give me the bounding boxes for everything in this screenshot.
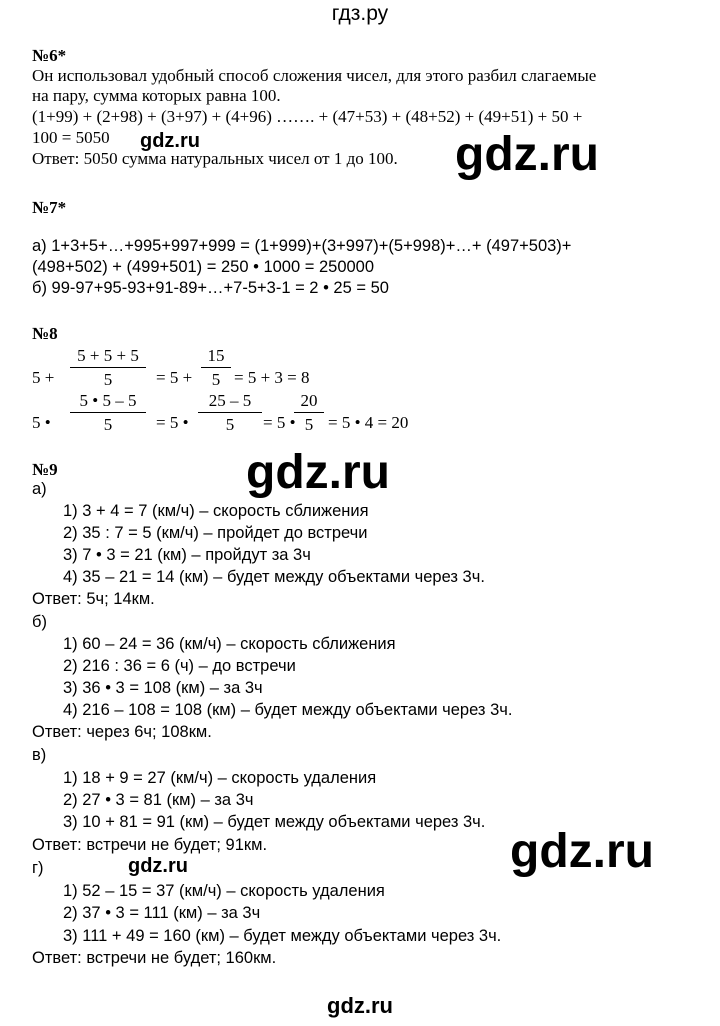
fraction-numerator: 20 xyxy=(294,391,324,413)
site-header: гдз.ру xyxy=(331,2,389,25)
fraction-numerator: 5 • 5 – 5 xyxy=(70,391,146,413)
task-6-line-1: Он использовал удобный способ сложения чисел, для этого разбил слагаемые xyxy=(32,66,597,85)
task-9-v-step-3: 3) 10 + 81 = 91 (км) – будет между объектами через 3ч. xyxy=(63,813,486,831)
task-8-row2-fraction-3 xyxy=(294,391,324,435)
task-9-b-step-3: 3) 36 • 3 = 108 (км) – за 3ч xyxy=(63,679,263,697)
watermark-small-2: gdz.ru xyxy=(128,855,188,877)
task-8-row2-tail: = 5 • 4 = 20 xyxy=(328,413,409,432)
task-7-line-2: (498+502) + (499+501) = 250 • 1000 = 250000 xyxy=(32,258,375,276)
task-9-a-step-4: 4) 35 – 21 = 14 (км) – будет между объектами через 3ч. xyxy=(63,568,485,586)
task-9-v-label: в) xyxy=(32,746,47,764)
fraction-denominator: 5 xyxy=(211,370,221,389)
fraction-denominator: 5 xyxy=(103,370,113,389)
task-9-a-answer: Ответ: 5ч; 14км. xyxy=(32,590,155,608)
task-7-line-1: а) 1+3+5+…+995+997+999 = (1+999)+(3+997)+(5+998)+…+ (497+503)+ xyxy=(32,237,572,255)
task-6-line-4: 100 = 5050 xyxy=(32,128,110,147)
task-8-row1-tail: = 5 + 3 = 8 xyxy=(234,368,310,387)
task-9-number: №9 xyxy=(32,460,58,479)
task-8-row2-mid: = 5 • xyxy=(156,413,189,432)
fraction-numerator: 5 + 5 + 5 xyxy=(70,346,146,368)
task-9-g-step-3: 3) 111 + 49 = 160 (км) – будет между объектами через 3ч. xyxy=(63,927,502,945)
task-8-row2-fraction-2 xyxy=(198,391,262,435)
task-9-b-label: б) xyxy=(32,613,47,631)
fraction-denominator: 5 xyxy=(225,415,235,434)
task-7-number: №7* xyxy=(32,198,67,217)
task-6-line-2: на пару, сумма которых равна 100. xyxy=(32,86,281,105)
task-9-a-step-3: 3) 7 • 3 = 21 (км) – пройдут за 3ч xyxy=(63,546,311,564)
watermark-small-1: gdz.ru xyxy=(140,130,200,152)
task-9-g-step-2: 2) 37 • 3 = 111 (км) – за 3ч xyxy=(63,904,261,922)
fraction-numerator: 15 xyxy=(201,346,231,368)
footer-watermark: gdz.ru xyxy=(327,993,393,1018)
task-8-number: №8 xyxy=(32,324,58,343)
watermark-large-3: gdz.ru xyxy=(510,825,654,878)
task-6-number: №6* xyxy=(32,46,67,65)
task-9-b-answer: Ответ: через 6ч; 108км. xyxy=(32,723,212,741)
task-9-g-label: г) xyxy=(32,859,44,877)
task-8-row1-fraction-2 xyxy=(201,346,231,390)
task-9-v-step-1: 1) 18 + 9 = 27 (км/ч) – скорость удаления xyxy=(63,769,377,787)
task-9-v-answer: Ответ: встречи не будет; 91км. xyxy=(32,836,268,854)
task-9-a-step-1: 1) 3 + 4 = 7 (км/ч) – скорость сближения xyxy=(63,502,369,520)
task-9-g-answer: Ответ: встречи не будет; 160км. xyxy=(32,949,277,967)
task-9-a-step-2: 2) 35 : 7 = 5 (км/ч) – пройдет до встречи xyxy=(63,524,368,542)
task-7-line-3: б) 99-97+95-93+91-89+…+7-5+3-1 = 2 • 25 = 50 xyxy=(32,279,389,297)
task-9-b-step-2: 2) 216 : 36 = 6 (ч) – до встречи xyxy=(63,657,296,675)
task-6-line-3: (1+99) + (2+98) + (3+97) + (4+96) ……. + (47+53) + (48+52) + (49+51) + 50 + xyxy=(32,107,583,126)
task-9-b-step-1: 1) 60 – 24 = 36 (км/ч) – скорость сближения xyxy=(63,635,396,653)
watermark-large-1: gdz.ru xyxy=(455,128,599,181)
task-9-b-step-4: 4) 216 – 108 = 108 (км) – будет между объектами через 3ч. xyxy=(63,701,513,719)
task-8-row1-mid: = 5 + xyxy=(156,368,193,387)
task-8-row1-lead: 5 + xyxy=(32,368,55,387)
task-9-a-label: а) xyxy=(32,480,47,498)
task-8-row1-fraction-1 xyxy=(70,346,146,390)
task-8-row2-fraction-1 xyxy=(70,391,146,435)
fraction-numerator: 25 – 5 xyxy=(198,391,262,413)
task-8-row2-lead: 5 • xyxy=(32,413,51,432)
task-6-answer: Ответ: 5050 сумма натуральных чисел от 1 до 100. xyxy=(32,149,398,168)
watermark-large-2: gdz.ru xyxy=(246,446,390,499)
fraction-denominator: 5 xyxy=(304,415,314,434)
task-9-g-step-1: 1) 52 – 15 = 37 (км/ч) – скорость удаления xyxy=(63,882,385,900)
task-9-v-step-2: 2) 27 • 3 = 81 (км) – за 3ч xyxy=(63,791,254,809)
task-8-row2-mid2: = 5 • xyxy=(263,413,296,432)
fraction-denominator: 5 xyxy=(103,415,113,434)
